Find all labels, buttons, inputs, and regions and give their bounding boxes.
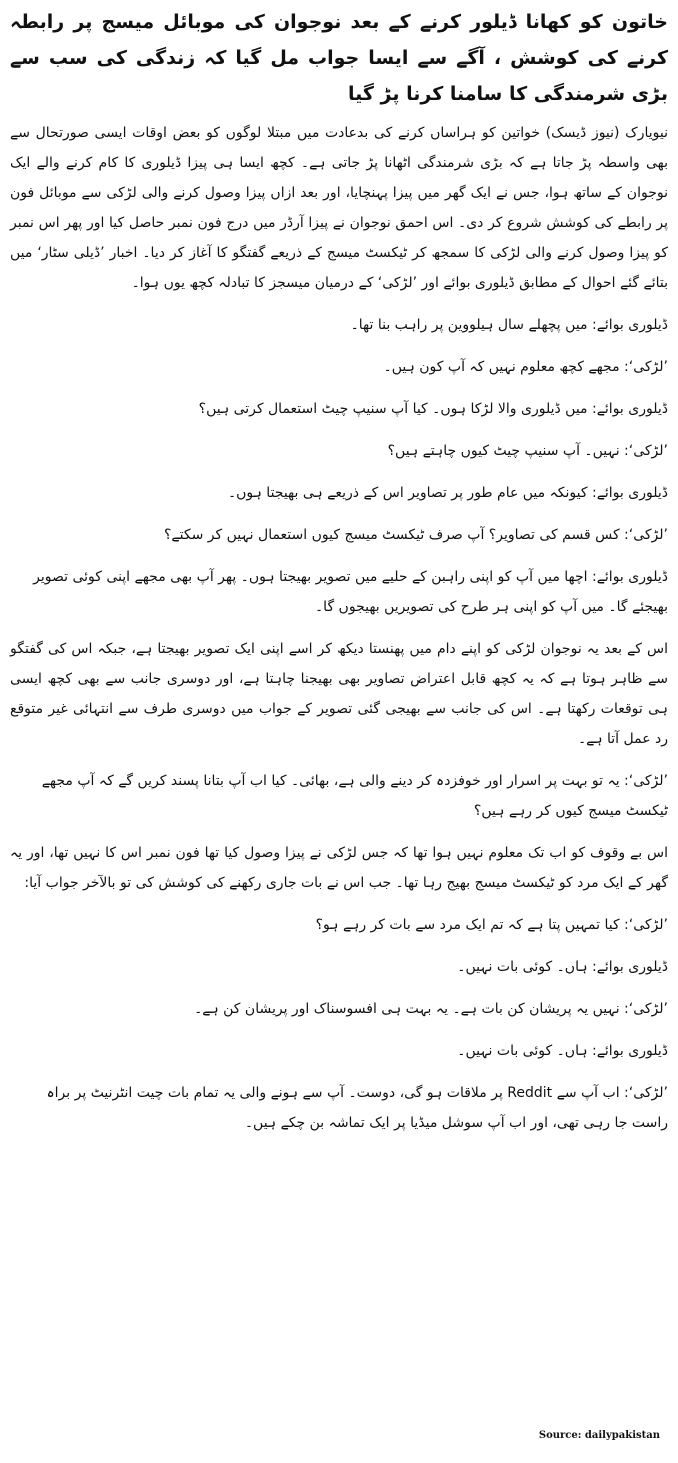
narrative-paragraph: اس بے وقوف کو اب تک معلوم نہیں ہوا تھا کہ جس لڑکی نے پیزا وصول کیا تھا فون نمبر اس کا نہیں تھا، اور یہ گھر کے ایک مرد کو ٹیکسٹ میسج بھیج رہا تھا۔ جب اس نے بات جاری رکھنے کی کوشش کی تو بالآخر جواب آیا: (10, 845, 668, 891)
message-line: ڈیلوری بوائے: اچھا میں آپ کو اپنی راہبن کے حلیے میں تصویر بھیجتا ہوں۔ پھر آپ بھی مجھے اپنی کوئی تصویر بھیجئے گا۔ میں آپ کو اپنی ہر طرح کی تصویریں بھیجوں گا۔ (33, 569, 668, 615)
message-line: ’لڑکی‘: یہ تو بہت پر اسرار اور خوفزدہ کر دینے والی ہے، بھائی۔ کیا اب آپ بتانا پسند کریں گے کہ آپ مجھے ٹیکسٹ میسج کیوں کر رہے ہیں؟ (41, 773, 668, 819)
message-line: ’لڑکی‘: نہیں۔ آپ سنیپ چیٹ کیوں چاہتے ہیں؟ (387, 443, 668, 459)
message-line: ’لڑکی‘: مجھے کچھ معلوم نہیں کہ آپ کون ہیں۔ (383, 359, 668, 375)
message-line: ’لڑکی‘: کس قسم کی تصاویر؟ آپ صرف ٹیکسٹ میسج کیوں استعمال نہیں کر سکتے؟ (163, 527, 668, 543)
message-line: ’لڑکی‘: اب آپ سے Reddit پر ملاقات ہو گی، دوست۔ آپ سے ہونے والی یہ تمام بات چیت انٹرنیٹ پر براہ راست جا رہی تھی، اور اب آپ سوشل میڈیا پر ایک تماشہ بن چکے ہیں۔ (46, 1085, 668, 1131)
message-line: ’لڑکی‘: نہیں یہ پریشان کن بات ہے۔ یہ بہت ہی افسوسناک اور پریشان کن ہے۔ (194, 1001, 668, 1017)
message-line: ’لڑکی‘: کیا تمہیں پتا ہے کہ تم ایک مرد سے بات کر رہے ہو؟ (315, 917, 668, 933)
headline: خاتون کو کھانا ڈیلور کرنے کے بعد نوجوان کی موبائل میسج پر رابطہ کرنے کی کوشش ، آگے سے ایسا جواب مل گیا کہ زندگی کی سب سے بڑی شرمندگی کا سامنا کرنا پڑ گیا (10, 11, 668, 105)
narrative-paragraph: اس کے بعد یہ نوجوان لڑکی کو اپنے دام میں پھنستا دیکھ کر اسے اپنی ایک تصویر بھیجتا ہے، جبکہ اس کی گفتگو سے ظاہر ہوتا ہے کہ یہ کچھ قابل اعتراض تصاویر بھی بھیجنا چاہتا ہے، اور دوسری جانب سے بھی کچھ ایسی ہی توقعات رکھتا ہے۔ اس کی جانب سے بھیجی گئی تصویر کے جواب میں دوسری طرف سے انتہائی غیر متوقع رد عمل آتا ہے۔ (10, 641, 668, 747)
message-line: ڈیلوری بوائے: ہاں۔ کوئی بات نہیں۔ (457, 1043, 668, 1059)
source-credit: Source: dailypakistan (538, 1430, 660, 1441)
message-line: ڈیلوری بوائے: ہاں۔ کوئی بات نہیں۔ (457, 959, 668, 975)
message-line: ڈیلوری بوائے: میں ڈیلوری والا لڑکا ہوں۔ کیا آپ سنیپ چیٹ استعمال کرتی ہیں؟ (198, 401, 668, 417)
message-line: ڈیلوری بوائے: میں پچھلے سال ہیلووین پر راہب بنا تھا۔ (350, 317, 668, 333)
message-line: ڈیلوری بوائے: کیونکہ میں عام طور پر تصاویر اس کے ذریعے ہی بھیجتا ہوں۔ (227, 485, 668, 501)
intro-paragraph: نیویارک (نیوز ڈیسک) خواتین کو ہراساں کرنے کی بدعادت میں مبتلا لوگوں کو بعض اوقات ایسی صورتحال سے بھی واسطہ پڑ جاتا ہے کہ بڑی شرمندگی اٹھانا پڑ جاتی ہے۔ کچھ ایسا ہی پیزا ڈیلوری کا کام کرنے والے ایک نوجوان کے ساتھ ہوا، جس نے ایک گھر میں پیزا پہنچایا، اور بعد ازاں پیزا وصول کرنے والی لڑکی سے موبائل فون پر رابطے کی کوشش شروع کر دی۔ اس احمق نوجوان نے پیزا آرڈر میں درج فون نمبر حاصل کیا اور پھر اس نمبر کو پیزا وصول کرنے والی لڑکی کا سمجھ کر ٹیکسٹ میسج کے ذریعے گفتگو کا آغاز کر دیا۔ اخبار ’ڈیلی سٹار‘ میں بتائے گئے احوال کے مطابق ڈیلوری بوائے اور ’لڑکی‘ کے درمیان میسجز کا تبادلہ کچھ یوں ہوا۔ (10, 125, 668, 291)
